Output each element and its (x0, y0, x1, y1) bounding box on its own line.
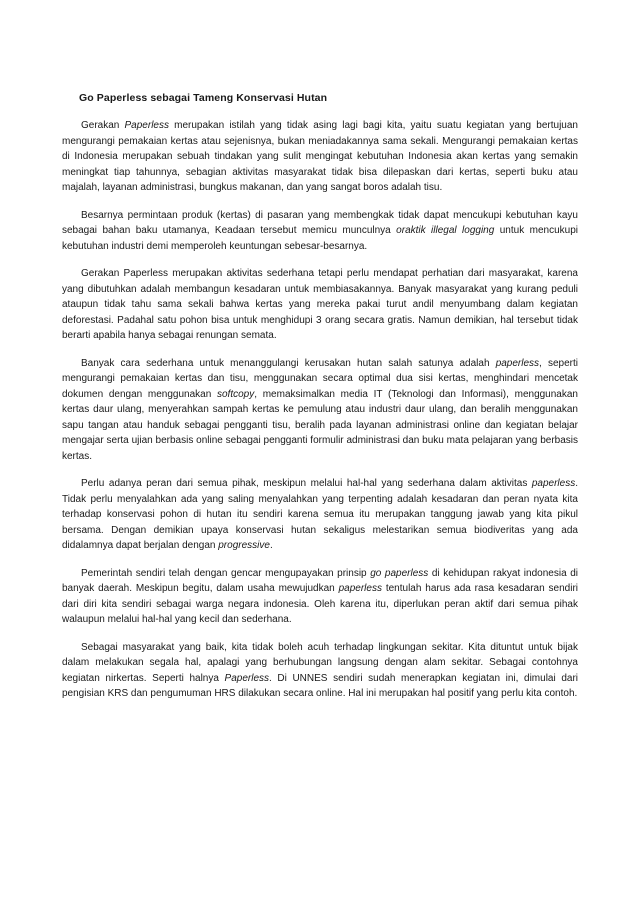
document-title: Go Paperless sebagai Tameng Konservasi Hutan (79, 92, 328, 104)
paragraph-text: tentulah harus ada rasa kesadaran sendiri dari diri kita sendiri sebagai warga negara indonesia. Oleh karena itu, diperlukan peran aktif dari semua pihak walaupun melalui hal-hal yang kecil dan sederhana. (62, 583, 578, 625)
paragraph-text: , memaksimalkan media IT (Teknologi dan Informasi), menggunakan kertas daur ulang, menyerahkan sampah kertas ke pemulung atau industri daur ulang, dan beralih menggunakan sapu tangan atau handuk sebagai pengganti tisu, beralih pada layanan administrasi online dan kegiatan belajar mengajar serta ujian berbasis online sebagai pengganti formulir administrasi dan buku mata pelajaran yang berbasis kertas. (62, 388, 578, 462)
italic-text: softcopy (217, 388, 255, 400)
paragraph-text: Banyak cara sederhana untuk menanggulangi kerusakan hutan salah satunya adalah (81, 357, 496, 369)
body-paragraph (62, 208, 578, 255)
italic-text: oraktik illegal logging (396, 225, 495, 236)
paragraph-text: Sebagai masyarakat yang baik, kita tidak boleh acuh terhadap lingkungan sekitar. Kita dituntut untuk bijak dalam melakukan segala hal, apalagi yang berhubungan langsung dengan alam sekitar. Sebagai contohnya kegiatan nirkertas. Seperti halnya (62, 641, 578, 684)
paragraph-text: di kehidupan rakyat indonesia di banyak daerah. Meskipun begitu, dalam usaha mewujudkan (62, 567, 578, 594)
paragraph-text: Besarnya permintaan produk (kertas) di pasaran yang membengkak tidak dapat mencukupi kebutuhan kayu sebagai bahan baku utamanya, Keadaan tersebut memicu munculnya (62, 209, 578, 236)
italic-text: paperless (338, 583, 382, 594)
paragraph-text: merupakan istilah yang tidak asing lagi bagi kita, yaitu suatu kegiatan yang bertujuan mengurangi pemakaian kertas atau sejenisnya, bukan meniadakannya sama sekali. Mengurangi pemakaian kertas di Indonesia merupakan sebuah tindakan yang sulit mengingat kebutuhan Indonesia akan kertas yang semakin meningkat tiap tahunnya, sebagian aktivitas masyarakat tidak bisa dilepaskan dari kertas, seperti buku atau majalah, layanan administrasi, bungkus makanan, dan yang sangat boros adalah tisu. (62, 120, 578, 193)
body-paragraph (62, 566, 578, 628)
paragraph-text: untuk mencukupi kebutuhan industri demi memperoleh keuntungan sebesar-besarnya. (62, 225, 578, 252)
italic-text: paperless (495, 357, 540, 369)
body-paragraph (62, 640, 578, 702)
paragraph-text: Gerakan (81, 120, 125, 131)
paragraph-text: Gerakan Paperless merupakan aktivitas sederhana tetapi perlu mendapat perhatian dari masyarakat, karena yang dibutuhkan adalah membangun kesadaran untuk membiasakannya. Banyak masyarakat yang kurang peduli ataupun tidak tahu sama sekali bahwa kertas yang mereka pakai turut andil menyumbang dalam kegiatan deforestasi. Padahal satu pohon bisa untuk menghidupi 3 orang secara gratis. Namun demikian, hal tersebut tidak berarti apabila hanya sebagai renungan semata. (62, 268, 578, 341)
paragraph-text: Perlu adanya peran dari semua pihak, meskipun melalui hal-hal yang sederhana dalam aktivitas (81, 478, 532, 489)
italic-text: paperless (531, 478, 576, 489)
italic-text: Paperless (224, 672, 270, 684)
paragraph-text: , seperti mengurangi pemakaian kertas dan tisu, menggunakan secara optimal dua sisi kertas, menghindari mencetak dokumen dengan menggunakan (62, 357, 579, 400)
document-body (62, 118, 578, 714)
body-paragraph (62, 118, 578, 196)
body-paragraph (62, 266, 578, 344)
paragraph-text: . (269, 540, 273, 551)
italic-text: progressive (218, 540, 270, 551)
italic-text: Paperless (124, 120, 169, 131)
paragraph-text: . Tidak perlu menyalahkan ada yang saling menyalahkan yang terpenting adalah kesadaran dan peran nyata kita terhadap konservasi pohon di hutan itu sendiri karena semua itu merupakan tanggung jawab yang kita pikul bersama. Dengan demikian upaya konservasi hutan sekaligus melestarikan semua biodiveritas yang ada didalamnya dapat berjalan dengan (62, 478, 578, 551)
paragraph-text: . Di UNNES sendiri sudah menerapkan kegiatan ini, dimulai dari pengisian KRS dan pengumuman HRS dilakukan secara online. Hal ini merupakan hal positif yang perlu kita contoh. (62, 672, 578, 699)
body-paragraph (62, 476, 578, 554)
paragraph-text: Pemerintah sendiri telah dengan gencar mengupayakan prinsip (81, 567, 371, 579)
italic-text: go paperless (370, 567, 429, 579)
body-paragraph (62, 356, 578, 465)
